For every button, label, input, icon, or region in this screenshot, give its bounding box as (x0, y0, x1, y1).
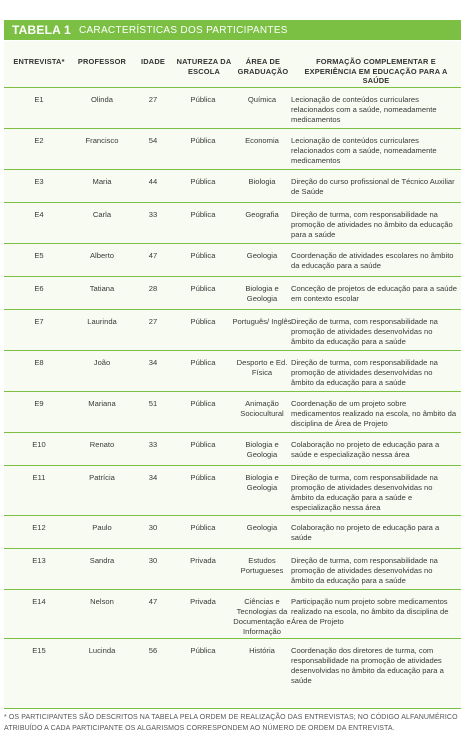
cell-area: História (249, 646, 275, 655)
table-row (4, 590, 461, 639)
table-row (4, 277, 461, 310)
header-entrevista: ENTREVISTA* (13, 57, 65, 66)
cell-idade: 34 (148, 473, 158, 482)
cell-area: Economia (245, 136, 279, 145)
cell-natureza: Pública (190, 136, 216, 145)
cell-area: Desporto e Ed. Física (236, 358, 288, 377)
cell-natureza: Privada (190, 556, 216, 565)
table-row (4, 392, 461, 433)
cell-formacao: Coordenação de um projeto sobre medicamentos realizado na escola, no âmbito da disciplina de Área de Projeto (291, 399, 457, 428)
cell-natureza: Pública (190, 210, 216, 219)
cell-area: Química (247, 95, 277, 104)
cell-idade: 34 (148, 358, 158, 367)
cell-formacao: Coordenação de atividades escolares no âmbito da educação para a saúde (291, 251, 454, 270)
cell-natureza: Pública (190, 646, 216, 655)
cell-idade: 30 (148, 523, 158, 532)
cell-area: Biologia (248, 177, 276, 186)
cell-idade: 33 (148, 210, 158, 219)
cell-natureza: Pública (190, 251, 216, 260)
cell-entrevista: E1 (34, 95, 44, 104)
table-row (4, 88, 461, 129)
cell-formacao: Colaboração no projeto de educação para a saúde (291, 523, 440, 542)
cell-natureza: Pública (190, 399, 216, 408)
header-idade: IDADE (141, 57, 165, 66)
table-row (4, 170, 461, 203)
table-subtitle: CARACTERÍSTICAS DOS PARTICIPANTES (78, 24, 288, 36)
table-row (4, 516, 461, 549)
cell-area: Geologia (246, 523, 278, 532)
cell-idade: 44 (148, 177, 158, 186)
participants-table (4, 41, 461, 709)
cell-entrevista: E14 (32, 597, 46, 606)
cell-area: Animação Sociocultural (240, 399, 284, 418)
cell-natureza: Pública (190, 284, 216, 293)
cell-natureza: Pública (190, 358, 216, 367)
table-row (4, 351, 461, 392)
cell-natureza: Pública (190, 473, 216, 482)
cell-formacao: Direção de turma, com responsabilidade na promoção de atividades desenvolvidas no âmbito da educação para a saúde e especialização nessa área (291, 473, 438, 512)
cell-area: Biologia e Geologia (245, 284, 279, 303)
cell-idade: 33 (148, 440, 158, 449)
cell-professor: Lucinda (88, 646, 116, 655)
cell-natureza: Pública (190, 95, 216, 104)
cell-entrevista: E10 (32, 440, 46, 449)
table-header-row (4, 41, 461, 87)
cell-professor: Mariana (88, 399, 116, 408)
cell-professor: Patrícia (89, 473, 115, 482)
cell-entrevista: E5 (34, 251, 44, 260)
table-row (4, 433, 461, 466)
cell-idade: 56 (148, 646, 158, 655)
header-area: ÁREA DE GRADUAÇÃO (237, 57, 289, 76)
cell-professor: Nelson (90, 597, 114, 606)
cell-idade: 28 (148, 284, 158, 293)
cell-natureza: Pública (190, 317, 216, 326)
cell-entrevista: E11 (32, 473, 46, 482)
cell-formacao: Lecionação de conteúdos curriculares relacionados com a saúde, nomeadamente medicamentos (291, 136, 437, 165)
cell-professor: Sandra (89, 556, 115, 565)
cell-natureza: Pública (190, 440, 216, 449)
cell-professor: Alberto (89, 251, 115, 260)
cell-professor: Carla (92, 210, 112, 219)
cell-professor: Maria (92, 177, 112, 186)
cell-entrevista: E4 (34, 210, 44, 219)
cell-professor: Tatiana (89, 284, 115, 293)
cell-area: Estudos Portugueses (240, 556, 284, 575)
cell-formacao: Conceção de projetos de educação para a saúde em contexto escolar (291, 284, 457, 303)
table-title: TABELA 1 (12, 23, 71, 37)
cell-area: Geologia (246, 251, 278, 260)
cell-entrevista: E9 (34, 399, 44, 408)
cell-entrevista: E7 (34, 317, 44, 326)
table-row (4, 310, 461, 351)
cell-area: Ciências e Tecnologias da Documentação e Informação (233, 597, 291, 636)
cell-formacao: Direção de turma, com responsabilidade na promoção de atividades desenvolvidas no âmbito da educação para a saúde (291, 358, 438, 387)
cell-formacao: Lecionação de conteúdos curriculares relacionados com a saúde, nomeadamente medicamentos (291, 95, 437, 124)
header-professor: PROFESSOR (77, 57, 127, 66)
cell-entrevista: E12 (32, 523, 46, 532)
cell-idade: 54 (148, 136, 158, 145)
cell-area: Biologia e Geologia (245, 473, 279, 492)
cell-idade: 47 (148, 251, 158, 260)
cell-professor: Francisco (85, 136, 119, 145)
cell-idade: 47 (148, 597, 158, 606)
table-row (4, 244, 461, 277)
cell-professor: Laurinda (87, 317, 117, 326)
cell-entrevista: E8 (34, 358, 44, 367)
cell-entrevista: E2 (34, 136, 44, 145)
cell-entrevista: E3 (34, 177, 44, 186)
cell-professor: Renato (89, 440, 115, 449)
cell-area: Português/ Inglês (232, 317, 292, 326)
cell-idade: 30 (148, 556, 158, 565)
cell-natureza: Pública (190, 177, 216, 186)
cell-entrevista: E13 (32, 556, 46, 565)
footnote: * OS PARTICIPANTES SÃO DESCRITOS NA TABELA PELA ORDEM DE REALIZAÇÃO DAS ENTREVISTAS; NO CÓDIGO ALFANUMÉRICO ATRIBUÍDO A CADA PARTICIPANTE OS ALGARISMOS CORRESPONDEM AO NÚMERO DE ORDEM DA ENTREVISTA. (4, 714, 458, 732)
cell-formacao: Direção de turma, com responsabilidade na promoção de atividades desenvolvidas no âmbito da educação para a saúde (291, 556, 438, 585)
header-natureza: NATUREZA DA ESCOLA (176, 57, 232, 76)
cell-idade: 27 (148, 95, 158, 104)
cell-formacao: Direção do curso profissional de Técnico Auxiliar de Saúde (291, 177, 455, 196)
table-row (4, 639, 461, 689)
cell-formacao: Colaboração no projeto de educação para a saúde e especialização nessa área (291, 440, 440, 459)
cell-professor: João (93, 358, 111, 367)
cell-idade: 51 (148, 399, 158, 408)
table-row (4, 466, 461, 516)
cell-area: Biologia e Geologia (245, 440, 279, 459)
cell-natureza: Pública (190, 523, 216, 532)
table-title-bar (4, 20, 461, 40)
cell-professor: Olinda (91, 95, 113, 104)
cell-entrevista: E15 (32, 646, 46, 655)
cell-formacao: Participação num projeto sobre medicamentos realizado na escola, no âmbito da disciplina de Área de Projeto (291, 597, 449, 626)
cell-formacao: Coordenação dos diretores de turma, com responsabilidade na promoção de atividades desenvolvidas no âmbito da educação para a saúde (291, 646, 444, 685)
table-row (4, 203, 461, 244)
cell-professor: Paulo (92, 523, 112, 532)
cell-idade: 27 (148, 317, 158, 326)
cell-formacao: Direção de turma, com responsabilidade na promoção de atividades desenvolvidas no âmbito da educação para a saúde (291, 317, 438, 346)
cell-formacao: Direção de turma, com responsabilidade na promoção de atividades no âmbito da educação para a saúde (291, 210, 453, 239)
cell-entrevista: E6 (34, 284, 44, 293)
table-row (4, 549, 461, 590)
header-formacao: FORMAÇÃO COMPLEMENTAR E EXPERIÊNCIA EM EDUCAÇÃO PARA A SAÚDE (304, 57, 448, 85)
cell-natureza: Privada (190, 597, 216, 606)
table-row (4, 129, 461, 170)
cell-area: Geografia (245, 210, 279, 219)
